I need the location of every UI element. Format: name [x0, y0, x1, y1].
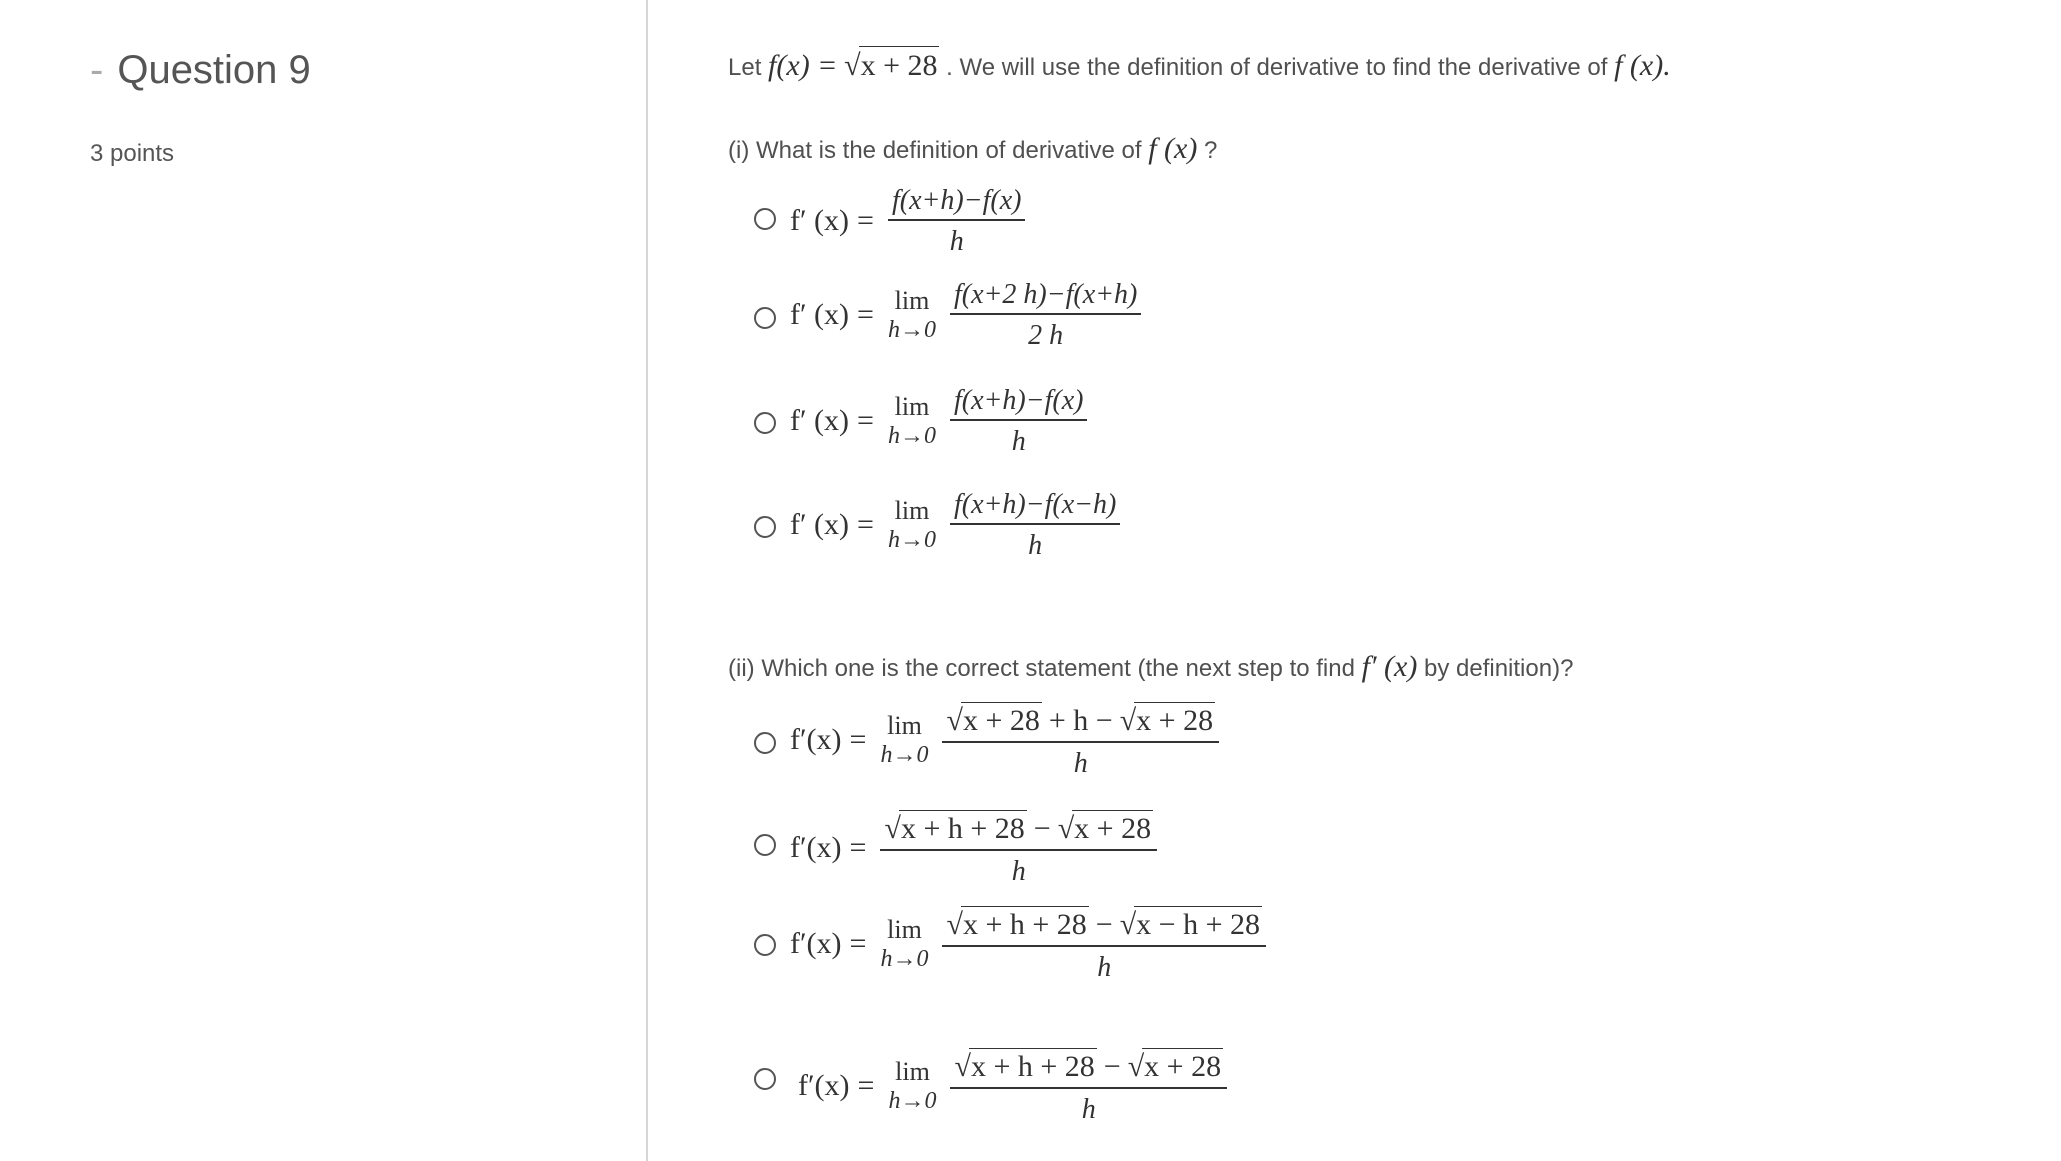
intro-sqrt-arg: x + 28	[859, 46, 940, 83]
radicand-b: x + 28	[1074, 812, 1152, 845]
part1-option-3-radio[interactable]	[754, 412, 776, 434]
limit	[880, 710, 929, 768]
part1-option-1-formula	[790, 186, 1025, 257]
numerator: f(x+h)−f(x)	[888, 186, 1026, 221]
equals: =	[849, 830, 867, 864]
part1-option-1-radio[interactable]	[754, 208, 776, 230]
part2-option-3-radio[interactable]	[754, 934, 776, 956]
part2-option-4-formula	[798, 1048, 1227, 1124]
fraction	[942, 702, 1219, 778]
equals: =	[849, 926, 867, 960]
denominator: h	[1011, 855, 1026, 887]
question-title: Question 9	[117, 48, 311, 92]
radicand-a: x + h + 28	[900, 812, 1025, 845]
part1-prompt	[728, 132, 1217, 166]
denominator: h	[1028, 530, 1043, 562]
part1-option-2-formula	[790, 280, 1141, 351]
intro-sqrt-symbol: √	[844, 49, 861, 82]
sqrt-symbol: √	[954, 1050, 971, 1083]
limit-label: lim	[894, 392, 930, 422]
part1-prefix: (i) What is the definition of derivative of	[728, 137, 1142, 164]
part1-option-3-formula	[790, 386, 1087, 457]
limit-subscript: h→0	[880, 945, 929, 972]
numerator	[942, 702, 1219, 743]
fraction	[888, 186, 1026, 257]
limit-subscript: h→0	[888, 1087, 937, 1114]
equals: =	[857, 298, 874, 332]
part1-suffix: ?	[1204, 137, 1218, 164]
limit-label: lim	[894, 496, 930, 526]
radicand-a: x + h + 28	[962, 908, 1087, 941]
fraction	[950, 490, 1120, 561]
equals: =	[857, 204, 874, 238]
lhs: f′(x)	[790, 722, 842, 756]
limit	[888, 1056, 937, 1114]
radicand-b: x + 28	[1144, 1050, 1222, 1083]
numerator: f(x+h)−f(x−h)	[950, 490, 1120, 525]
denominator: h	[1011, 426, 1026, 458]
part1-option-4-formula	[790, 490, 1120, 561]
sqrt-symbol: √	[1119, 704, 1137, 737]
intro-fx: f(x) =	[768, 49, 838, 82]
limit-label: lim	[895, 1056, 930, 1086]
numerator-operator: −	[1033, 812, 1051, 845]
part1-option-4-radio[interactable]	[754, 516, 776, 538]
equals: =	[857, 508, 874, 542]
fraction	[880, 810, 1157, 886]
limit-subscript: h→0	[887, 423, 936, 450]
radicand-a: x + 28	[962, 704, 1040, 737]
denominator: h	[1097, 951, 1112, 983]
numerator-operator: −	[1095, 908, 1113, 941]
question-points: 3 points	[90, 140, 175, 167]
sqrt-symbol: √	[1127, 1050, 1145, 1083]
part2-prefix: (ii) Which one is the correct statement (the next step to find	[728, 655, 1355, 682]
part2-fx: f′ (x)	[1361, 650, 1418, 683]
limit	[880, 914, 929, 972]
numerator: f(x+2 h)−f(x+h)	[950, 280, 1141, 315]
sqrt-symbol: √	[1119, 908, 1137, 941]
numerator	[950, 1048, 1227, 1089]
part2-suffix: by definition)?	[1424, 655, 1574, 682]
fraction	[942, 906, 1266, 982]
lhs: f′ (x)	[790, 204, 850, 238]
intro-fx-end: f (x).	[1614, 49, 1671, 82]
question-heading[interactable]	[90, 48, 311, 93]
lhs: f′ (x)	[790, 298, 850, 332]
limit-label: lim	[887, 710, 922, 740]
limit-label: lim	[887, 914, 922, 944]
numerator: f(x+h)−f(x)	[950, 386, 1088, 421]
intro-prefix: Let	[728, 54, 762, 81]
radicand-b: x − h + 28	[1136, 908, 1261, 941]
part2-option-2-radio[interactable]	[754, 834, 776, 856]
denominator: 2 h	[1028, 320, 1064, 352]
denominator: h	[1081, 1093, 1096, 1125]
denominator: h	[1073, 747, 1088, 779]
part2-option-1-radio[interactable]	[754, 732, 776, 754]
equals: =	[849, 722, 867, 756]
limit-subscript: h→0	[887, 317, 936, 344]
radicand-b: x + 28	[1136, 704, 1214, 737]
lhs: f′(x)	[790, 830, 842, 864]
limit	[888, 288, 936, 342]
part2-option-4-radio[interactable]	[754, 1068, 776, 1090]
part1-fx: f (x)	[1148, 132, 1198, 165]
limit	[888, 498, 936, 552]
limit-label: lim	[894, 286, 930, 316]
part2-prompt	[728, 650, 1573, 684]
lhs: f′ (x)	[790, 404, 850, 438]
limit-subscript: h→0	[887, 527, 936, 554]
lhs: f′(x)	[790, 926, 842, 960]
lhs: f′(x)	[798, 1068, 850, 1102]
lhs: f′ (x)	[790, 508, 850, 542]
limit	[888, 394, 936, 448]
fraction	[950, 280, 1141, 351]
sqrt-symbol: √	[946, 704, 963, 737]
part2-option-2-formula	[790, 810, 1157, 886]
sqrt-symbol: √	[884, 812, 901, 845]
part1-option-2-radio[interactable]	[754, 307, 776, 329]
collapse-dash-icon[interactable]: -	[90, 48, 104, 92]
intro-text	[728, 46, 1671, 83]
radicand-a: x + h + 28	[970, 1050, 1095, 1083]
question-body	[650, 0, 2061, 1161]
numerator	[880, 810, 1157, 851]
limit-subscript: h→0	[880, 741, 929, 768]
intro-suffix: . We will use the definition of derivative to find the derivative of	[946, 54, 1608, 81]
numerator-operator: + h −	[1048, 704, 1113, 737]
numerator	[942, 906, 1266, 947]
equals: =	[857, 1068, 875, 1102]
part2-option-1-formula	[790, 702, 1219, 778]
sqrt-symbol: √	[1057, 812, 1075, 845]
numerator-operator: −	[1103, 1050, 1121, 1083]
sqrt-symbol: √	[946, 908, 963, 941]
fraction	[950, 1048, 1227, 1124]
denominator: h	[949, 226, 964, 258]
fraction	[950, 386, 1088, 457]
question-sidebar	[0, 0, 648, 1161]
equals: =	[857, 404, 874, 438]
part2-option-3-formula	[790, 906, 1266, 982]
